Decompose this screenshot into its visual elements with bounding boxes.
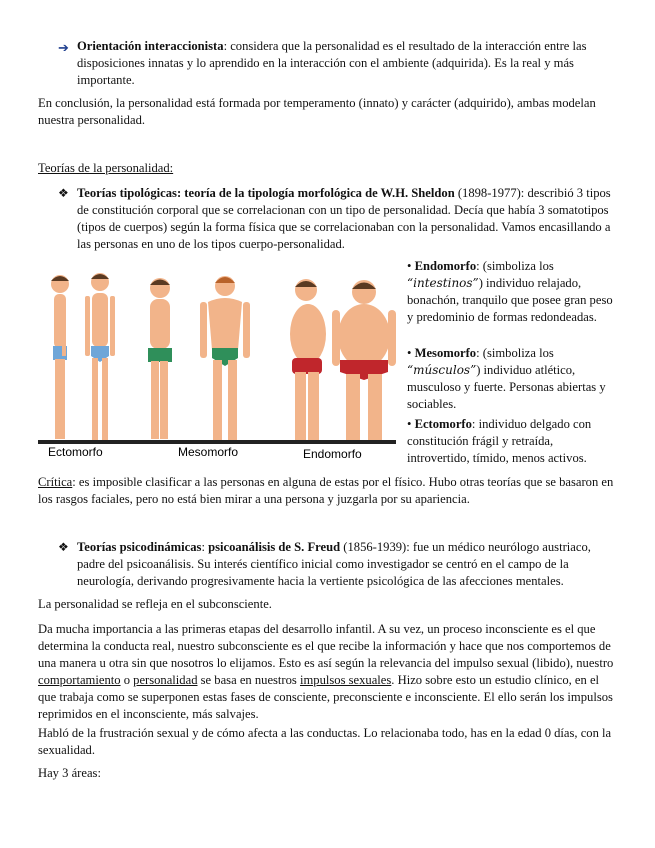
subconsciente-paragraph: La personalidad se refleja en el subconsciente.: [38, 597, 272, 611]
critica-label: Crítica: [38, 475, 73, 489]
conclusion-paragraph: En conclusión, la personalidad está formada por temperamento (innato) y carácter (adquirido), ambas modelan nuestra personalidad.: [38, 96, 596, 127]
psicodinamicas-text: (1856-1939): fue un médico neurólogo austriaco, padre del psicoanálisis. Su interés científico inicial como investigador se centró en el campo de la neurología, derivando progresivamente hacia la vertiente psicológica de las afecciones mentales.: [77, 540, 591, 588]
mesomorfo-description: • Mesomorfo: (simboliza los “músculos”) individuo atlético, musculoso y fuerte. Personas abiertas y sociables.: [407, 346, 606, 411]
teorias-heading: Teorías de la personalidad:: [38, 161, 174, 175]
tipologicas-paragraph: [77, 185, 611, 253]
mesomorfo-name: Mesomorfo: [414, 346, 477, 360]
arrow-bullet-icon: ➔: [58, 40, 69, 55]
mesomorfo-label: Mesomorfo: [178, 445, 239, 459]
somatotype-figure: [38, 262, 396, 460]
critica-text: : es imposible clasificar a las personas en alguna de estas por el físico. Hubo otras teorías que se basaron en los rasgos faciales, pero no está bien mirar a una persona y juzgarla por su apariencia.: [38, 475, 614, 506]
endomorfo-name: Endomorfo: [414, 259, 477, 273]
psicodinamicas-paragraph: Teorías psicodinámicas: psicoanálisis de S. Freud (1856-1939): fue un médico neurólogo austriaco, padre del psicoanálisis. Su interés científico inicial como investigador se centró en el campo de la neurología, derivando progresivamente hacia la vertiente psicológica de las afecciones mentales.: [77, 540, 591, 588]
interaccionista-text: : considera que la personalidad es el resultado de la interacción entre las disposiciones innatas y lo aprendido en la interacción con el ambiente (adquirida). Es la real y más importante.: [77, 39, 587, 87]
interaccionista-title: Orientación interaccionista: [77, 39, 224, 53]
ectomorfo-label: Ectomorfo: [48, 445, 103, 459]
diamond-bullet-icon: ❖: [58, 540, 69, 554]
interaccionista-paragraph: [77, 38, 607, 89]
critica-paragraph: [38, 474, 618, 508]
endomorfo-label: Endomorfo: [303, 447, 362, 460]
tipologicas-title: Teorías tipológicas: teoría de la tipología morfológica de W.H. Sheldon: [77, 186, 455, 200]
areas-paragraph: Hay 3 áreas:: [38, 766, 101, 780]
frustracion-paragraph: Habló de la frustración sexual y de cómo afecta a las conductas. Lo relacionaba todo, has en la edad 0 días, con la sexualidad.: [38, 726, 612, 757]
tipologicas-text: (1898-1977): describió 3 tipos de constitución corporal que se correlacionan con un tipo de personalidad. Decía que había 3 somatotipos (tipos de cuerpos) según la forma física que se correlacionaban con la personalidad. Vamos encasillando a las personas en uno de los tipos cuerpo-personalidad.: [77, 186, 611, 251]
diamond-bullet-icon: ❖: [58, 186, 69, 200]
ectomorfo-name: Ectomorfo: [414, 417, 472, 431]
endomorfo-description: • Endomorfo: (simboliza los “intestinos”) individuo relajado, bonachón, tranquilo que posee gran peso y predominio de formas redondeadas.: [407, 259, 613, 324]
importancia-paragraph: Da mucha importancia a las primeras etapas del desarrollo infantil. A su vez, un proceso inconsciente es el que determina la conducta real, nuestro subconsciente es el que recibe la información y hace que nos comportemos de una manera u otra sin que nosotros lo elijamos. Esto es así según la relevancia del impulso sexual (libido), nuestro comportamiento o personalidad se basa en nuestros impulsos sexuales. Hizo sobre esto un estudio clínico, en el que trabaja como se superponen estas fases de consciente, preconsciente e inconsciente. El ello serán los impulsos reprimidos en el inconsciente, más salvajes.: [38, 622, 614, 721]
psicoanalisis-title: psicoanálisis de S. Freud: [208, 540, 341, 554]
ectomorfo-description: • Ectomorfo: individuo delgado con constitución frágil y retraída, introvertido, tímido, menos activos.: [407, 417, 592, 465]
psicodinamicas-title: Teorías psicodinámicas: [77, 540, 202, 554]
